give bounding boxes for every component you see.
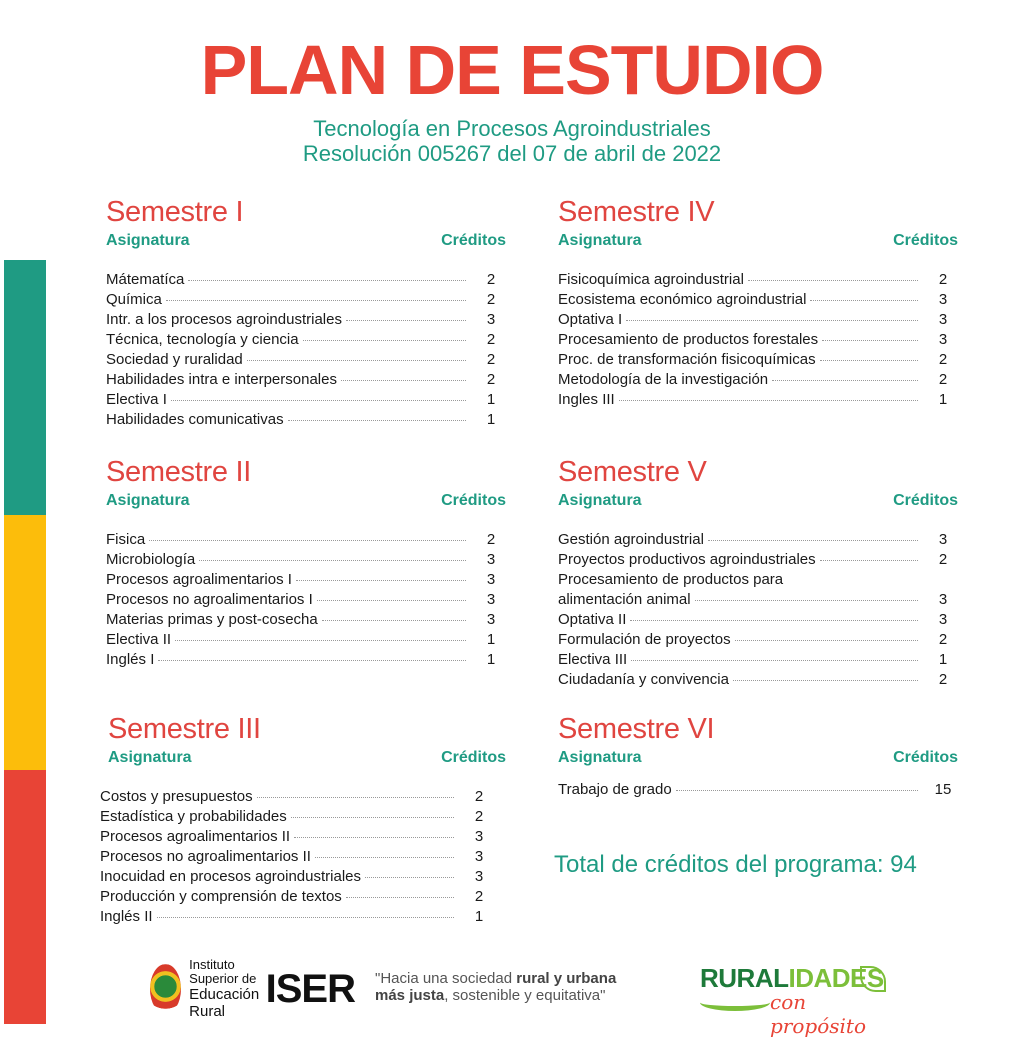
swoosh-icon [700,994,770,1011]
semester-3 [100,712,506,927]
subject-row: Intr. a los procesos agroindustriales 3 [106,311,496,328]
footer [0,957,1024,1038]
program-name: Tecnología en Procesos Agroindustriales [313,116,711,141]
semester-title: Semestre I [106,196,244,228]
subject-row: Optativa I 3 [558,311,948,328]
subject-row: Producción y comprensión de textos 2 [100,888,484,905]
decorative-bar-yellow [4,515,46,770]
subject-row: Procesos agroalimentarios I 3 [106,571,496,588]
subject-row: Ingles III 1 [558,391,948,408]
subject-row: Formulación de proyectos 2 [558,631,948,648]
semester-title: Semestre III [108,713,261,745]
semester-title: Semestre IV [558,196,715,228]
column-header: Asignatura Créditos [106,492,506,509]
subject-row: Procesamiento de productos forestales 3 [558,331,948,348]
subject-row: Electiva I 1 [106,391,496,408]
column-header: Asignatura Créditos [108,749,506,766]
subject-row: Procesos no agroalimentarios I 3 [106,591,496,608]
semester-5 [558,455,958,690]
subject-row: Microbiología 3 [106,551,496,568]
column-header: Asignatura Créditos [106,232,506,249]
column-header: Asignatura Créditos [558,232,958,249]
decorative-bar-green [4,260,46,515]
subject-row: Estadística y probabilidades 2 [100,808,484,825]
subject-row: Costos y presupuestos 2 [100,788,484,805]
iser-logo: Instituto Superior de Educación Rural ISER [150,962,355,1016]
program-subtitle [0,116,1024,166]
subject-row: Habilidades intra e interpersonales 2 [106,371,496,388]
subject-row: Inocuidad en procesos agroindustriales 3 [100,868,484,885]
subject-row: Inglés II 1 [100,908,484,925]
column-header: Asignatura Créditos [558,749,958,766]
subject-row: Procesos agroalimentarios II 3 [100,828,484,845]
resolution-text: Resolución 005267 del 07 de abril de 2022 [302,141,722,166]
subject-row: Fisicoquímica agroindustrial 2 [558,271,948,288]
semester-6 [558,712,958,800]
ruralidades-logo: RURALIDADES con propósito [700,964,890,1016]
subject-row: Optativa II 3 [558,611,948,628]
subject-row: Ciudadanía y convivencia 2 [558,671,948,688]
semester-title: Semestre II [106,456,251,488]
semester-title: Semestre VI [558,713,715,745]
semester-2 [106,455,506,670]
subject-row: Trabajo de grado 15 [558,781,952,798]
subject-row: Proyectos productivos agroindustriales 2 [558,551,948,568]
subject-row-line1: Procesamiento de productos para [558,571,784,588]
subject-row: Química 2 [106,291,496,308]
subject-row: Procesos no agroalimentarios II 3 [100,848,484,865]
subject-row: Técnica, tecnología y ciencia 2 [106,331,496,348]
semester-title: Semestre V [558,456,707,488]
subject-row: Habilidades comunicativas 1 [106,411,496,428]
subject-row: Inglés I 1 [106,651,496,668]
slogan: "Hacia una sociedad rural y urbana más justa, sostenible y equitativa" [375,970,617,1004]
iser-emblem-icon [150,964,181,1014]
subject-row: Electiva III 1 [558,651,948,668]
semester-4 [558,195,958,410]
subject-row: Electiva II 1 [106,631,496,648]
subject-row: Ecosistema económico agroindustrial 3 [558,291,948,308]
subject-row: Sociedad y ruralidad 2 [106,351,496,368]
subject-row: Fisica 2 [106,531,496,548]
semester-1 [106,195,506,430]
subject-row: Mátematíca 2 [106,271,496,288]
subject-row: Proc. de transformación fisicoquímicas 2 [558,351,948,368]
subject-row: alimentación animal 3 [558,591,948,608]
total-credits: Total de créditos del programa: 94 [554,851,917,878]
subject-row: Gestión agroindustrial 3 [558,531,948,548]
column-header: Asignatura Créditos [558,492,958,509]
subject-row: Metodología de la investigación 2 [558,371,948,388]
subject-row: Materias primas y post-cosecha 3 [106,611,496,628]
page-title: PLAN DE ESTUDIO [200,31,824,109]
